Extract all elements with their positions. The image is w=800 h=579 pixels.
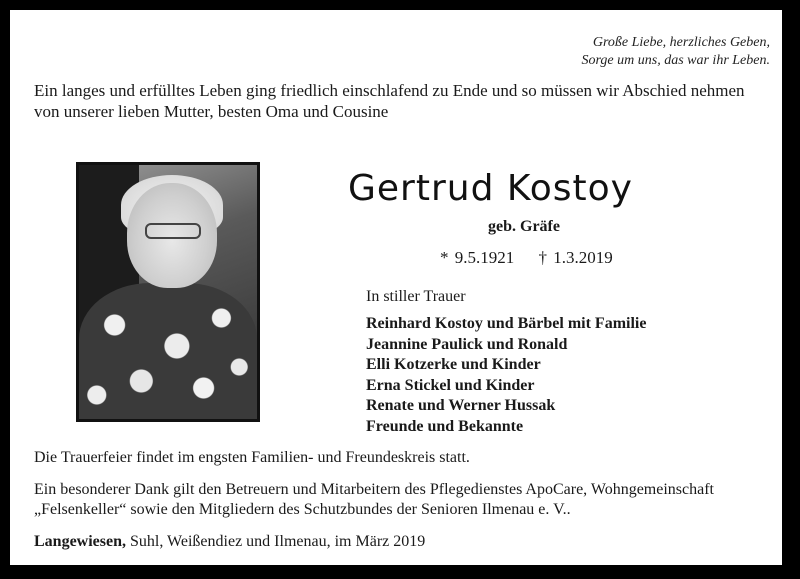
obituary-notice — [10, 10, 782, 565]
death-date: † 1.3.2019 — [538, 248, 613, 267]
birth-date: * 9.5.1921 — [440, 248, 515, 267]
mourning-label: In stiller Trauer — [366, 288, 466, 305]
birth-name: geb. Gräfe — [488, 218, 560, 235]
motto-line-1: Große Liebe, herzliches Geben, — [592, 35, 770, 50]
portrait-photo — [76, 162, 260, 422]
place-date-line — [34, 532, 774, 552]
deceased-name: Gertrud Kostoy — [348, 168, 633, 209]
list-item: Erna Stickel und Kinder — [366, 376, 535, 394]
town: Langewiesen, — [34, 533, 126, 550]
place-rest: Suhl, Weißendiez und Ilmenau, im März 2019 — [126, 533, 426, 550]
funeral-note: Die Trauerfeier findet im engsten Familien- und Freundeskreis statt. — [34, 449, 470, 466]
motto-line-2: Sorge um uns, das war ihr Leben. — [581, 53, 770, 68]
thanks-note: Ein besonderer Dank gilt den Betreuern und Mitarbeitern des Pflegedienstes ApoCare, Wohngemeinschaft „Felsenkeller“ sowie den Mitgliedern des Schutzbundes der Senioren Ilmenau e. V.. — [34, 481, 714, 518]
list-item: Jeannine Paulick und Ronald — [366, 335, 568, 353]
list-item: Freunde und Bekannte — [366, 417, 524, 435]
intro-text: Ein langes und erfülltes Leben ging friedlich einschlafend zu Ende und so müssen wir Abschied nehmen von unserer lieben Mutter, besten Oma und Cousine — [34, 81, 745, 121]
list-item: Elli Kotzerke und Kinder — [366, 356, 541, 373]
motto — [582, 34, 771, 70]
mourners-list — [366, 314, 646, 437]
life-dates — [440, 248, 613, 268]
list-item: Renate und Werner Hussak — [366, 397, 556, 414]
list-item: Reinhard Kostoy und Bärbel mit Familie — [366, 315, 647, 332]
